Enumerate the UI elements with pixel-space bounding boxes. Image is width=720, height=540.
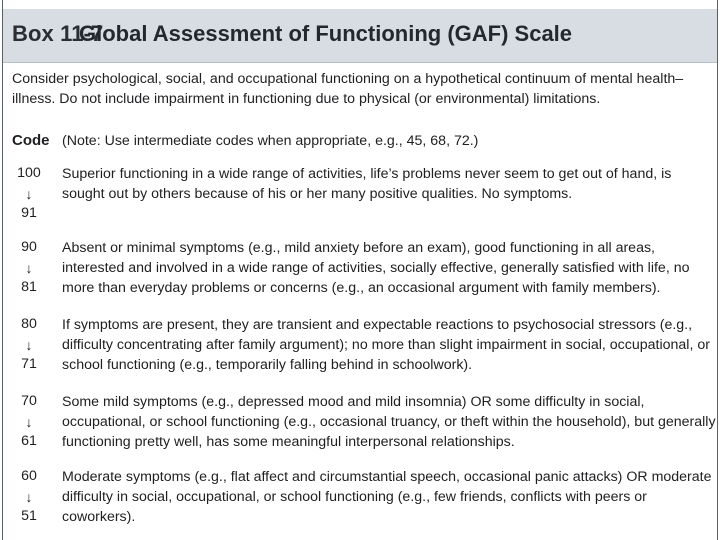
down-arrow-icon: ↓ (25, 337, 33, 353)
left-border-rule (2, 0, 3, 540)
description-70-61: Some mild symptoms (e.g., depressed mood and mild insomnia) OR some difficulty in social, occupational, or school functioning (e.g., occasional truancy, or theft within the household), but generally functioning pretty well, has some meaningful interpersonal relationships. (62, 394, 716, 450)
code-top: 70 (21, 393, 37, 409)
code-top: 90 (21, 239, 37, 255)
down-arrow-icon: ↓ (25, 489, 33, 505)
code-bottom: 91 (21, 205, 37, 221)
down-arrow-icon: ↓ (25, 414, 33, 430)
right-border-rule (717, 0, 718, 540)
description-80-71: If symptoms are present, they are transient and expectable reactions to psychosocial stressors (e.g., difficulty concentrating after family argument); no more than slight impairment in social, occupational, or school functioning (e.g., temporarily falling behind in schoolwork). (62, 317, 710, 373)
code-range-60-51 (12, 467, 46, 527)
down-arrow-icon: ↓ (25, 260, 33, 276)
description-100-91: Superior functioning in a wide range of activities, life’s problems never seem to get out of hand, is sought out by others because of his or her many positive qualities. No symptoms. (62, 166, 672, 202)
code-range-70-61 (12, 392, 46, 452)
code-range-100-91 (12, 164, 46, 224)
code-bottom: 81 (21, 279, 37, 295)
description-90-81: Absent or minimal symptoms (e.g., mild anxiety before an exam), good functioning in all areas, interested and involved in a wide range of activities, socially effective, generally satisfied with life, no more than everyday problems or concerns (e.g., an occasional argument with family members). (62, 240, 690, 296)
code-top: 60 (21, 468, 37, 484)
box-title: Global Assessment of Functioning (GAF) Scale (79, 21, 573, 46)
intro-paragraph: Consider psychological, social, and occupational functioning on a hypothetical continuum of mental health–illness. Do not include impairment in functioning due to physical (or environmental) limitations. (12, 71, 684, 107)
code-bottom: 71 (21, 356, 37, 372)
code-top: 100 (17, 165, 41, 181)
description-60-51: Moderate symptoms (e.g., flat affect and circumstantial speech, occasional panic attacks) OR moderate difficulty in social, occupational, or school functioning (e.g., few friends, conflicts with peers or coworkers). (62, 469, 712, 525)
intermediate-codes-note: (Note: Use intermediate codes when appropriate, e.g., 45, 68, 72.) (62, 133, 479, 149)
down-arrow-icon: ↓ (25, 186, 33, 202)
code-column-header: Code (12, 132, 50, 149)
code-range-90-81 (12, 238, 46, 298)
code-range-80-71 (12, 315, 46, 375)
code-top: 80 (21, 316, 37, 332)
code-bottom: 61 (21, 433, 37, 449)
code-bottom: 51 (21, 508, 37, 524)
box-number-label: Box 11-7 (12, 21, 104, 46)
